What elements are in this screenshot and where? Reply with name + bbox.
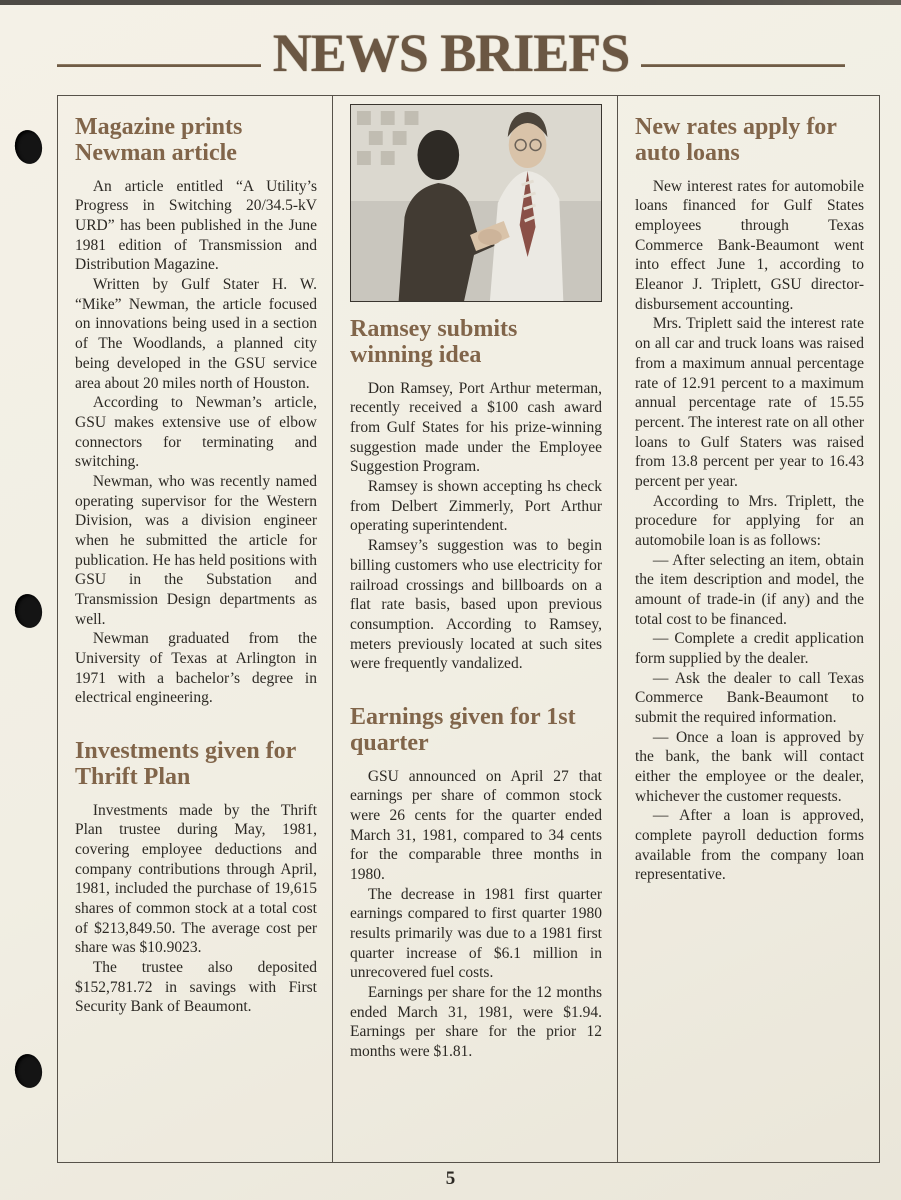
paragraph: The trustee also deposited $152,781.72 in savings with First Security Bank of Beaumont.	[75, 959, 317, 1016]
article-body	[350, 379, 602, 674]
paragraph: Mrs. Triplett said the interest rate on all car and truck loans was raised from a maximum annual percentage rate of 12.91 percent to a maximum annual percentage rate of 15.55 percent. The interest rate on all other loans to Gulf Staters was raised from 13.8 percent per year to 16.43 percent per year.	[635, 315, 864, 490]
column-right	[618, 96, 879, 1162]
paragraph: — After selecting an item, obtain the item description and model, the amount of trade-in (if any) and the total cost to be financed.	[635, 551, 864, 628]
binder-hole	[12, 592, 44, 630]
paragraph: According to Newman’s article, GSU makes extensive use of elbow connectors for terminating and switching.	[75, 394, 317, 471]
paragraph: GSU announced on April 27 that earnings per share of common stock were 26 cents for the quarter ended March 31, 1981, compared to 34 cents for the comparable three months in 1980.	[350, 767, 602, 883]
paragraph: Don Ramsey, Port Arthur meterman, recently received a $100 cash award from Gulf States for his prize-winning suggestion made under the Employee Suggestion Program.	[350, 379, 602, 476]
masthead	[57, 23, 845, 83]
paragraph: Investments made by the Thrift Plan trustee during May, 1981, covering employee deductions and company contributions through April, 1981, included the purchase of 19,615 shares of common stock at a total cost of $213,849.50. The average cost per share was $10.9023.	[75, 801, 317, 957]
award-photo-illustration	[351, 105, 601, 301]
paragraph: Newman, who was recently named operating supervisor for the Western Division, was a division engineer when he submitted the article for publication. He has held positions with GSU in the Substation and Transmission Design departments as well.	[75, 472, 317, 628]
article-body	[350, 767, 602, 1062]
page-number: 5	[445, 1168, 456, 1189]
paragraph: — Once a loan is approved by the bank, the bank will contact either the employee or the dealer, whichever the customer requests.	[635, 728, 864, 805]
masthead-rule-left	[57, 64, 261, 67]
article-heading: Earnings given for 1st quarter	[350, 703, 576, 757]
article-heading: Ramsey submits winning idea	[350, 316, 518, 369]
column-center	[333, 96, 618, 1162]
article-ramsey-idea	[350, 316, 602, 674]
paragraph: According to Mrs. Triplett, the procedure for applying for an automobile loan is as follows:	[635, 492, 864, 549]
paragraph: New interest rates for automobile loans financed for Gulf States employees through Texas Commerce Bank-Beaumont went into effect June 1, according to Eleanor J. Triplett, GSU director-disbursement accounting.	[635, 177, 864, 313]
article-body	[75, 801, 317, 1017]
column-left	[58, 96, 333, 1162]
article-heading: Magazine prints Newman article	[75, 114, 243, 167]
paragraph: Earnings per share for the 12 months ended March 31, 1981, were $1.94. Earnings per share for the prior 12 months were $1.81.	[350, 984, 602, 1061]
binder-hole	[12, 1052, 44, 1090]
paragraph: An article entitled “A Utility’s Progress in Switching 20/34.5-kV URD” has been published in the June 1981 edition of Transmission and Distribution Magazine.	[75, 177, 317, 274]
paragraph: Newman graduated from the University of Texas at Arlington in 1971 with a bachelor’s degree in electrical engineering.	[75, 630, 317, 707]
paragraph: Ramsey’s suggestion was to begin billing customers who use electricity for railroad crossings and billboards on a flat rate basis, based upon previous consumption. According to Ramsey, meters previously located at such sites were frequently vandalized.	[350, 537, 602, 673]
masthead-rule-right	[641, 64, 845, 67]
page-footer	[0, 1168, 901, 1190]
binder-hole	[12, 128, 44, 166]
article-magazine-newman	[75, 114, 317, 708]
paragraph: — After a loan is approved, complete payroll deduction forms available from the company loan representative.	[635, 807, 864, 884]
paragraph: — Complete a credit application form supplied by the dealer.	[635, 630, 864, 667]
article-earnings	[350, 704, 602, 1062]
article-body	[75, 177, 317, 708]
paragraph: Written by Gulf Stater H. W. “Mike” Newman, the article focused on innovations being used in a section of The Woodlands, a planned city being developed in the GSU service area about 20 miles north of Houston.	[75, 276, 317, 392]
article-auto-loans	[635, 114, 864, 885]
paragraph: The decrease in 1981 first quarter earnings compared to first quarter 1980 results primarily was due to a 1981 first quarter increase of $6.1 million in unrecovered fuel costs.	[350, 885, 602, 982]
paragraph: Ramsey is shown accepting hs check from Delbert Zimmerly, Port Arthur operating superintendent.	[350, 478, 602, 535]
page-title: NEWS BRIEFS	[272, 23, 630, 83]
award-photo	[350, 104, 602, 302]
scan-edge-top	[0, 0, 901, 5]
paragraph: — Ask the dealer to call Texas Commerce Bank-Beaumont to submit the required information.	[635, 669, 864, 726]
article-thrift-plan	[75, 738, 317, 1017]
content-box	[57, 95, 880, 1163]
article-heading: Investments given for Thrift Plan	[75, 737, 296, 791]
article-heading: New rates apply for auto loans	[635, 114, 837, 167]
article-body	[635, 177, 864, 885]
